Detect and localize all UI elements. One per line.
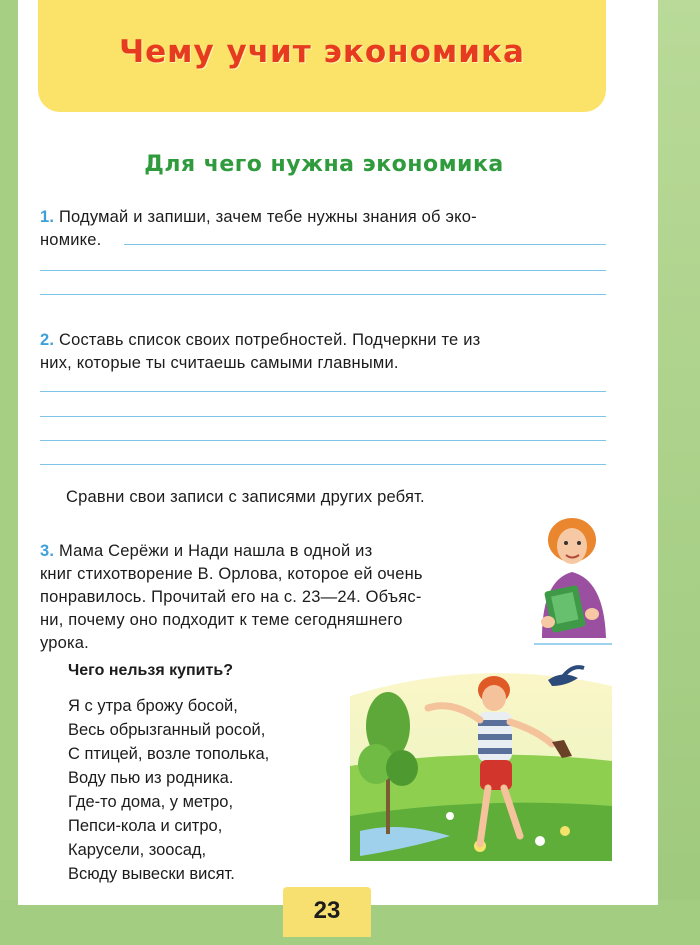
- answer-line[interactable]: [40, 294, 606, 295]
- answer-line[interactable]: [40, 270, 606, 271]
- poem-line: Где-то дома, у метро,: [68, 793, 234, 811]
- answer-line[interactable]: [124, 244, 606, 245]
- task-2-line-1: [40, 329, 606, 352]
- page-number-box: [283, 887, 371, 937]
- poem-body: [68, 694, 269, 886]
- answer-line[interactable]: [40, 464, 606, 465]
- poem-line: Весь обрызганный росой,: [68, 721, 266, 739]
- poem-line: Воду пью из родника.: [68, 769, 234, 787]
- compare-instruction: Сравни свои записи с записями других ребят.: [66, 488, 425, 506]
- task-2-number: 2.: [40, 331, 55, 349]
- poem-line: С птицей, возле тополька,: [68, 745, 270, 763]
- task-1-text: Подумай и запиши, зачем тебе нужны знания об эко-: [58, 208, 477, 226]
- task-3: [40, 540, 514, 655]
- task-2: [40, 329, 606, 375]
- task-1-line-2: номике.: [40, 231, 102, 249]
- task-3-line: книг стихотворение В. Орлова, которое ей очень: [40, 565, 423, 583]
- task-3-line: ни, почему оно подходит к теме сегодняшнего: [40, 611, 403, 629]
- chapter-title: Чему учит экономика: [119, 34, 525, 70]
- poem-line: Карусели, зоосад,: [68, 841, 207, 859]
- task-1: [40, 206, 606, 252]
- answer-line[interactable]: [40, 391, 606, 392]
- task-1-line-1: [40, 206, 606, 229]
- barefoot-boy-illustration: [340, 656, 622, 868]
- task-3-line: понравилось. Прочитай его на с. 23—24. Объяс-: [40, 588, 422, 606]
- page-number: 23: [313, 897, 341, 924]
- task-3-text: Мама Серёжи и Нади нашла в одной из: [58, 542, 373, 560]
- page-edge-right: [658, 0, 700, 945]
- header-band: [38, 0, 606, 112]
- task-3-number: 3.: [40, 542, 55, 560]
- poem-line: Пепси-кола и ситро,: [68, 817, 223, 835]
- task-3-line: урока.: [40, 634, 89, 652]
- poem-title: Чего нельзя купить?: [68, 662, 233, 679]
- poem-line: Я с утра брожу босой,: [68, 697, 238, 715]
- answer-line[interactable]: [40, 416, 606, 417]
- task-2-line-2: них, которые ты считаешь самыми главными.: [40, 354, 399, 372]
- task-3-line: [40, 540, 514, 563]
- task-1-number: 1.: [40, 208, 55, 226]
- poem-line: Всюду вывески висят.: [68, 865, 235, 883]
- answer-line[interactable]: [40, 440, 606, 441]
- task-2-text: Составь список своих потребностей. Подчеркни те из: [58, 331, 481, 349]
- section-title: Для чего нужна экономика: [144, 152, 504, 177]
- woman-reading-illustration: [528, 510, 618, 650]
